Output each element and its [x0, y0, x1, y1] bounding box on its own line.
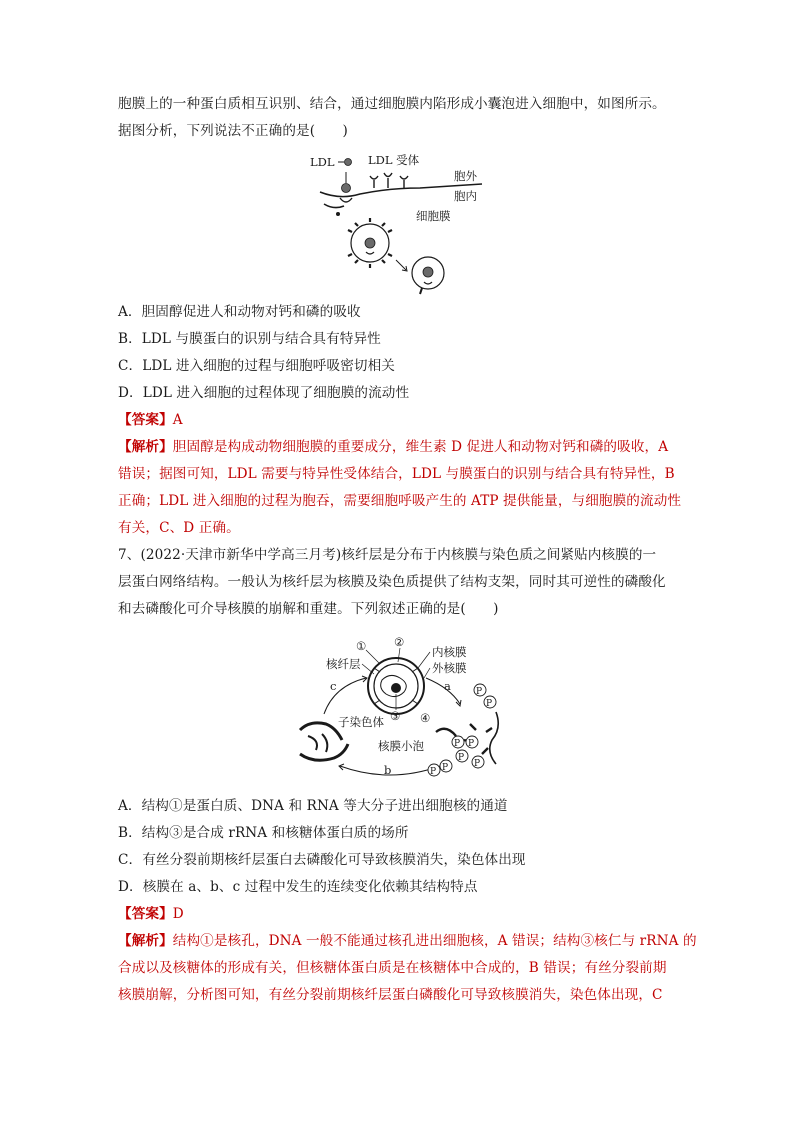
reforming-membrane-top: [300, 723, 342, 740]
q6-stem-line-2: 据图分析，下列说法不正确的是( ): [118, 123, 348, 139]
receptor-2: [384, 173, 392, 188]
outside-label: 胞外: [454, 169, 477, 183]
q7-stem-line-3: 和去磷酸化可介导核膜的崩解和重建。下列叙述正确的是( ): [118, 601, 499, 617]
leader-2: [398, 648, 400, 662]
inner-membrane-label: 内核膜: [432, 645, 467, 659]
reforming-membrane-bottom: [300, 744, 348, 760]
phosphate-4: P: [468, 739, 475, 749]
phosphate-1: P: [476, 687, 483, 697]
q6-answer-value: A: [172, 412, 183, 428]
q7-stem-line-2: 层蛋白网络结构。一般认为核纤层为核膜及染色质提供了结构支架，同时其可逆性的磷酸化: [118, 574, 666, 590]
q6-option-c: C．LDL 进入细胞的过程与细胞呼吸密切相关: [118, 358, 395, 374]
outer-membrane-label: 外核膜: [432, 661, 467, 675]
bound-receptor: [340, 198, 352, 202]
q7-option-b: B．结构③是合成 rRNA 和核糖体蛋白质的场所: [118, 825, 409, 841]
q7-stem-line-1: 7、(2022·天津市新华中学高三月考)核纤层是分布于内核膜与染色质之间紧贴内核膜的一: [118, 547, 657, 563]
free-chromosome: [490, 712, 499, 764]
receptor-1: [370, 176, 378, 188]
arrow-a: [426, 678, 460, 704]
structure-4-label: ④: [420, 711, 431, 725]
phosphate-5: P: [458, 753, 465, 763]
membrane-label: 细胞膜: [416, 209, 451, 223]
phosphate-7: P: [442, 763, 449, 773]
q6-analysis-line-4: 有关，C、D 正确。: [118, 520, 240, 536]
q7-analysis-label: 【解析】: [118, 933, 173, 949]
q6-option-a: A．胆固醇促进人和动物对钙和磷的吸收: [118, 304, 361, 320]
receptor-3: [400, 176, 408, 188]
ldl-legend-particle: [345, 159, 352, 166]
structure-3-label: ③: [390, 709, 401, 723]
structure-1-label: ①: [356, 639, 367, 653]
q6-stem-line-1: 胞膜上的一种蛋白质相互识别、结合，通过细胞膜内陷形成小囊泡进入细胞中，如图所示。: [118, 96, 666, 112]
ldl-endocytosis-figure: [300, 148, 490, 296]
daughter-chromosome-label: 子染色体: [338, 715, 384, 729]
ldl-particle-approach: [342, 184, 351, 193]
leader-inner: [418, 652, 430, 668]
q7-analysis-line-2: 合成以及核糖体的形成有关，但核糖体蛋白质是在核糖体中合成的，B 错误；有丝分裂前期: [118, 960, 667, 976]
process-a-label: a: [444, 679, 451, 693]
q6-analysis-line-1: [118, 437, 678, 457]
q7-analysis-line-3: 核膜崩解，分析图可知，有丝分裂前期核纤层蛋白磷酸化可导致核膜消失，染色体出现，C: [118, 987, 663, 1003]
vesicle-2-stub: [420, 288, 422, 294]
q7-analysis-line-1: [118, 931, 697, 951]
q6-analysis-line-2: 错误；据图可知，LDL 需要与特异性受体结合，LDL 与膜蛋白的识别与结合具有特异性，B: [118, 466, 675, 482]
coat-dot: [336, 212, 340, 216]
vesicle-2-ldl: [423, 267, 433, 277]
q6-answer: [118, 410, 678, 430]
phosphate-2: P: [486, 699, 493, 709]
nuclear-envelope-figure: [290, 628, 530, 788]
q6-option-b: B．LDL 与膜蛋白的识别与结合具有特异性: [118, 331, 381, 347]
q6-analysis-label: 【解析】: [118, 439, 173, 455]
process-c-label: c: [330, 679, 337, 693]
nucleolus: [391, 683, 401, 693]
structure-2-label: ②: [394, 635, 405, 649]
invagination: [324, 204, 344, 208]
q7-option-a: A．结构①是蛋白质、DNA 和 RNA 等大分子进出细胞核的通道: [118, 798, 508, 814]
inside-label: 胞内: [454, 189, 477, 203]
transition-arrow: [396, 260, 406, 270]
q7-option-d: D．核膜在 a、b、c 过程中发生的连续变化依赖其结构特点: [118, 879, 478, 895]
phosphate-8: P: [430, 767, 437, 777]
q6-analysis-text-1: 胆固醇是构成动物细胞膜的重要成分，维生素 D 促进人和动物对钙和磷的吸收，A: [172, 439, 669, 455]
leader-lamina: [362, 664, 374, 674]
q6-answer-label: 【答案】: [118, 412, 173, 428]
ldl-receptor-label: LDL 受体: [368, 153, 420, 167]
vesicle-1-receptor: [366, 252, 374, 254]
daughter-chromosomes: [308, 734, 327, 752]
fragment-1: [436, 729, 456, 736]
phosphate-3: P: [454, 739, 461, 749]
leader-1: [366, 650, 380, 664]
q6-analysis-line-3: 正确；LDL 进入细胞的过程为胞吞，需要细胞呼吸产生的 ATP 提供能量，与细胞膜的流动性: [118, 493, 682, 509]
q6-option-d: D．LDL 进入细胞的过程体现了细胞膜的流动性: [118, 385, 410, 401]
ldl-label: LDL: [310, 155, 335, 169]
q7-option-c: C．有丝分裂前期核纤层蛋白去磷酸化可导致核膜消失，染色体出现: [118, 852, 526, 868]
q7-answer-label: 【答案】: [118, 906, 173, 922]
vesicle-label: 核膜小泡: [378, 739, 424, 753]
q7-answer-value: D: [172, 906, 184, 922]
q7-answer: [118, 904, 678, 924]
vesicle-2-receptor: [424, 282, 432, 284]
leader-outer: [424, 668, 430, 678]
vesicle-1-ldl: [365, 238, 375, 248]
phosphate-6: P: [474, 759, 481, 769]
q7-analysis-text-1: 结构①是核孔，DNA 一般不能通过核孔进出细胞核，A 错误；结构③核仁与 rRNA 的: [172, 933, 697, 949]
process-b-label: b: [384, 763, 392, 777]
lamina-label: 核纤层: [326, 657, 361, 671]
